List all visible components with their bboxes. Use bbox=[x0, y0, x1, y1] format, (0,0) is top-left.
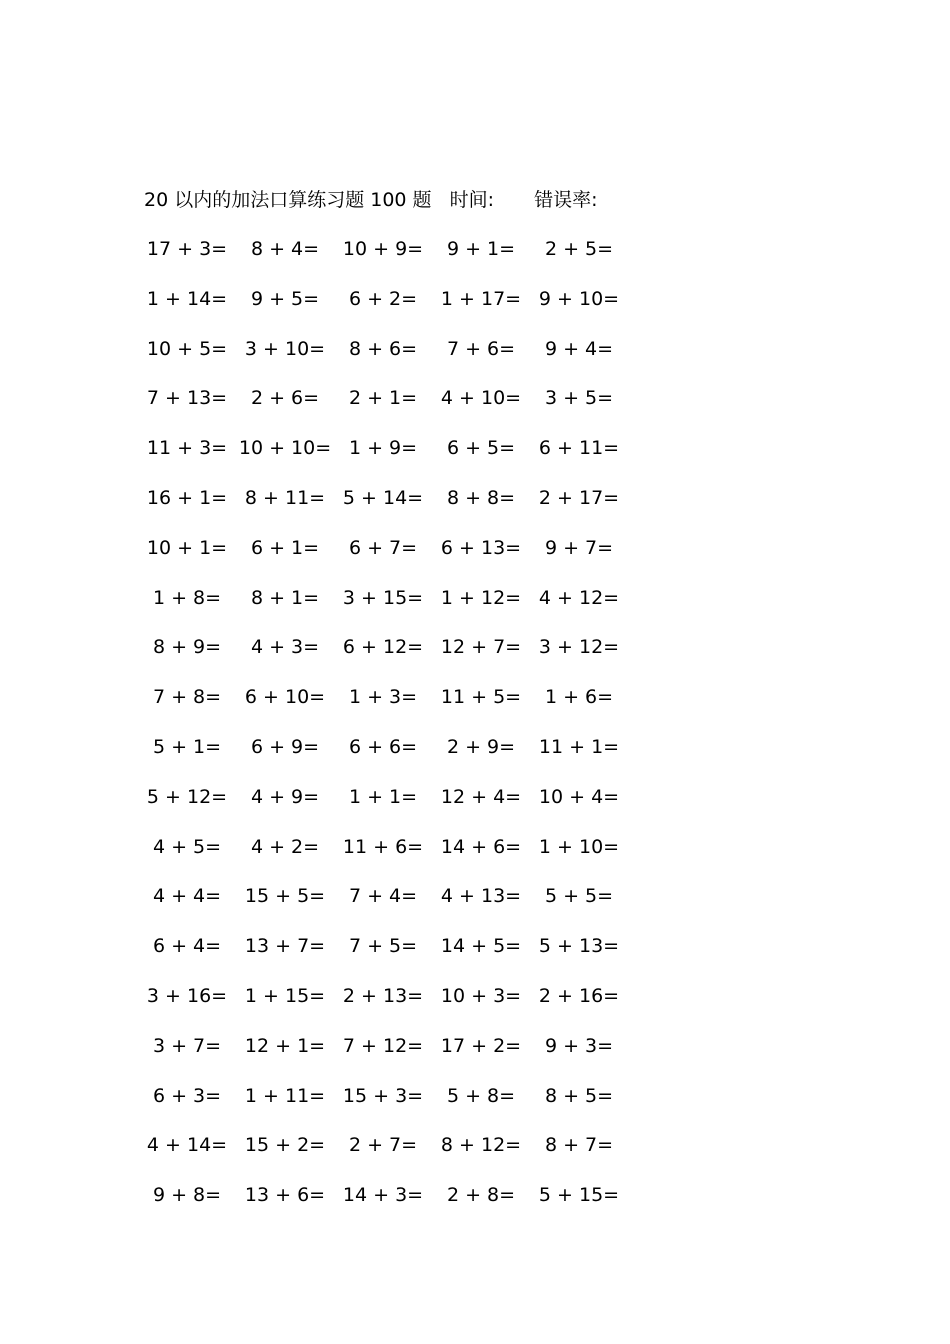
problem-item: 11 + 3= bbox=[146, 437, 228, 460]
problem-item: 12 + 4= bbox=[440, 785, 522, 808]
problem-item: 7 + 12= bbox=[342, 1034, 424, 1057]
problem-row bbox=[138, 533, 628, 583]
worksheet-header bbox=[144, 186, 597, 214]
problem-item: 11 + 1= bbox=[538, 735, 620, 758]
problem-item: 1 + 11= bbox=[244, 1084, 326, 1107]
problem-row bbox=[138, 383, 628, 433]
problem-item: 3 + 16= bbox=[146, 984, 228, 1007]
problem-item: 5 + 13= bbox=[538, 935, 620, 958]
problem-row bbox=[138, 632, 628, 682]
problem-item: 7 + 13= bbox=[146, 387, 228, 410]
problem-item: 17 + 3= bbox=[146, 238, 228, 260]
problem-item: 7 + 8= bbox=[152, 686, 222, 709]
problem-row bbox=[138, 483, 628, 533]
problem-item: 1 + 10= bbox=[538, 835, 620, 858]
problem-row bbox=[138, 732, 628, 782]
problem-item: 10 + 1= bbox=[146, 536, 228, 559]
problem-item: 16 + 1= bbox=[146, 486, 228, 509]
problem-item: 6 + 4= bbox=[152, 935, 222, 958]
problem-item: 9 + 8= bbox=[152, 1184, 222, 1207]
problem-item: 5 + 12= bbox=[146, 785, 228, 808]
problem-item: 1 + 1= bbox=[348, 785, 418, 808]
problem-item: 13 + 7= bbox=[244, 935, 326, 958]
problem-item: 8 + 1= bbox=[250, 586, 320, 609]
problem-item: 10 + 10= bbox=[238, 437, 332, 460]
problem-item: 9 + 7= bbox=[544, 536, 614, 559]
problem-item: 10 + 3= bbox=[440, 984, 522, 1007]
problem-item: 14 + 3= bbox=[342, 1184, 424, 1207]
problem-item: 11 + 5= bbox=[440, 686, 522, 709]
problem-item: 1 + 9= bbox=[348, 437, 418, 460]
problem-item: 4 + 9= bbox=[250, 785, 320, 808]
problem-item: 6 + 10= bbox=[244, 686, 326, 709]
problem-item: 2 + 8= bbox=[446, 1184, 516, 1207]
problem-item: 4 + 10= bbox=[440, 387, 522, 410]
problem-item: 12 + 7= bbox=[440, 636, 522, 659]
problem-item: 2 + 6= bbox=[250, 387, 320, 410]
problem-item: 8 + 4= bbox=[250, 238, 320, 260]
problem-row bbox=[138, 931, 628, 981]
problem-item: 6 + 12= bbox=[342, 636, 424, 659]
problem-row bbox=[138, 782, 628, 832]
problem-item: 15 + 3= bbox=[342, 1084, 424, 1107]
problem-item: 2 + 7= bbox=[348, 1134, 418, 1157]
problem-item: 4 + 4= bbox=[152, 885, 222, 908]
problem-item: 4 + 13= bbox=[440, 885, 522, 908]
problem-item: 9 + 1= bbox=[446, 238, 516, 260]
problem-row bbox=[138, 682, 628, 732]
problem-item: 2 + 1= bbox=[348, 387, 418, 410]
problem-row bbox=[138, 234, 628, 284]
problem-item: 1 + 12= bbox=[440, 586, 522, 609]
problem-item: 5 + 1= bbox=[152, 735, 222, 758]
problem-item: 4 + 12= bbox=[538, 586, 620, 609]
problem-row bbox=[138, 1180, 628, 1230]
problem-item: 5 + 14= bbox=[342, 486, 424, 509]
problem-row bbox=[138, 832, 628, 882]
problem-item: 17 + 2= bbox=[440, 1034, 522, 1057]
problem-item: 6 + 6= bbox=[348, 735, 418, 758]
problem-item: 6 + 13= bbox=[440, 536, 522, 559]
problem-item: 9 + 3= bbox=[544, 1034, 614, 1057]
problem-item: 3 + 5= bbox=[544, 387, 614, 410]
problem-row bbox=[138, 881, 628, 931]
problem-item: 10 + 4= bbox=[538, 785, 620, 808]
problem-item: 2 + 5= bbox=[544, 238, 614, 260]
problem-row bbox=[138, 284, 628, 334]
problem-row bbox=[138, 981, 628, 1031]
problem-item: 2 + 17= bbox=[538, 486, 620, 509]
problem-item: 6 + 1= bbox=[250, 536, 320, 559]
problem-item: 6 + 7= bbox=[348, 536, 418, 559]
problem-item: 10 + 5= bbox=[146, 337, 228, 360]
problem-item: 4 + 14= bbox=[146, 1134, 228, 1157]
problem-item: 3 + 12= bbox=[538, 636, 620, 659]
worksheet-title: 20 以内的加法口算练习题 100 题 bbox=[144, 189, 432, 211]
problem-item: 10 + 9= bbox=[342, 238, 424, 260]
problem-item: 2 + 16= bbox=[538, 984, 620, 1007]
problem-item: 11 + 6= bbox=[342, 835, 424, 858]
problem-item: 3 + 7= bbox=[152, 1034, 222, 1057]
problem-item: 7 + 6= bbox=[446, 337, 516, 360]
problem-item: 12 + 1= bbox=[244, 1034, 326, 1057]
problem-item: 8 + 8= bbox=[446, 486, 516, 509]
problem-item: 2 + 9= bbox=[446, 735, 516, 758]
problem-item: 3 + 15= bbox=[342, 586, 424, 609]
problem-item: 14 + 6= bbox=[440, 835, 522, 858]
problem-row bbox=[138, 1031, 628, 1081]
problem-grid bbox=[138, 234, 628, 1230]
problem-item: 8 + 9= bbox=[152, 636, 222, 659]
problem-item: 5 + 15= bbox=[538, 1184, 620, 1207]
problem-item: 6 + 2= bbox=[348, 287, 418, 310]
problem-item: 15 + 2= bbox=[244, 1134, 326, 1157]
problem-row bbox=[138, 1081, 628, 1131]
problem-item: 2 + 13= bbox=[342, 984, 424, 1007]
problem-item: 5 + 8= bbox=[446, 1084, 516, 1107]
problem-item: 14 + 5= bbox=[440, 935, 522, 958]
problem-item: 8 + 11= bbox=[244, 486, 326, 509]
problem-item: 8 + 6= bbox=[348, 337, 418, 360]
problem-item: 9 + 4= bbox=[544, 337, 614, 360]
problem-item: 1 + 17= bbox=[440, 287, 522, 310]
problem-item: 9 + 5= bbox=[250, 287, 320, 310]
problem-item: 4 + 5= bbox=[152, 835, 222, 858]
problem-item: 8 + 12= bbox=[440, 1134, 522, 1157]
problem-row bbox=[138, 433, 628, 483]
problem-item: 3 + 10= bbox=[244, 337, 326, 360]
problem-item: 1 + 8= bbox=[152, 586, 222, 609]
problem-item: 5 + 5= bbox=[544, 885, 614, 908]
problem-item: 4 + 3= bbox=[250, 636, 320, 659]
problem-item: 1 + 3= bbox=[348, 686, 418, 709]
time-label: 时间: bbox=[449, 189, 495, 211]
problem-item: 1 + 15= bbox=[244, 984, 326, 1007]
problem-item: 8 + 7= bbox=[544, 1134, 614, 1157]
problem-item: 6 + 3= bbox=[152, 1084, 222, 1107]
problem-row bbox=[138, 334, 628, 384]
problem-item: 7 + 5= bbox=[348, 935, 418, 958]
problem-item: 8 + 5= bbox=[544, 1084, 614, 1107]
problem-item: 1 + 14= bbox=[146, 287, 228, 310]
problem-item: 6 + 9= bbox=[250, 735, 320, 758]
problem-item: 13 + 6= bbox=[244, 1184, 326, 1207]
problem-item: 6 + 5= bbox=[446, 437, 516, 460]
problem-row bbox=[138, 583, 628, 633]
error-rate-label: 错误率: bbox=[534, 189, 598, 211]
problem-item: 6 + 11= bbox=[538, 437, 620, 460]
problem-item: 15 + 5= bbox=[244, 885, 326, 908]
problem-item: 4 + 2= bbox=[250, 835, 320, 858]
problem-row bbox=[138, 1130, 628, 1180]
problem-item: 7 + 4= bbox=[348, 885, 418, 908]
problem-item: 9 + 10= bbox=[538, 287, 620, 310]
problem-item: 1 + 6= bbox=[544, 686, 614, 709]
